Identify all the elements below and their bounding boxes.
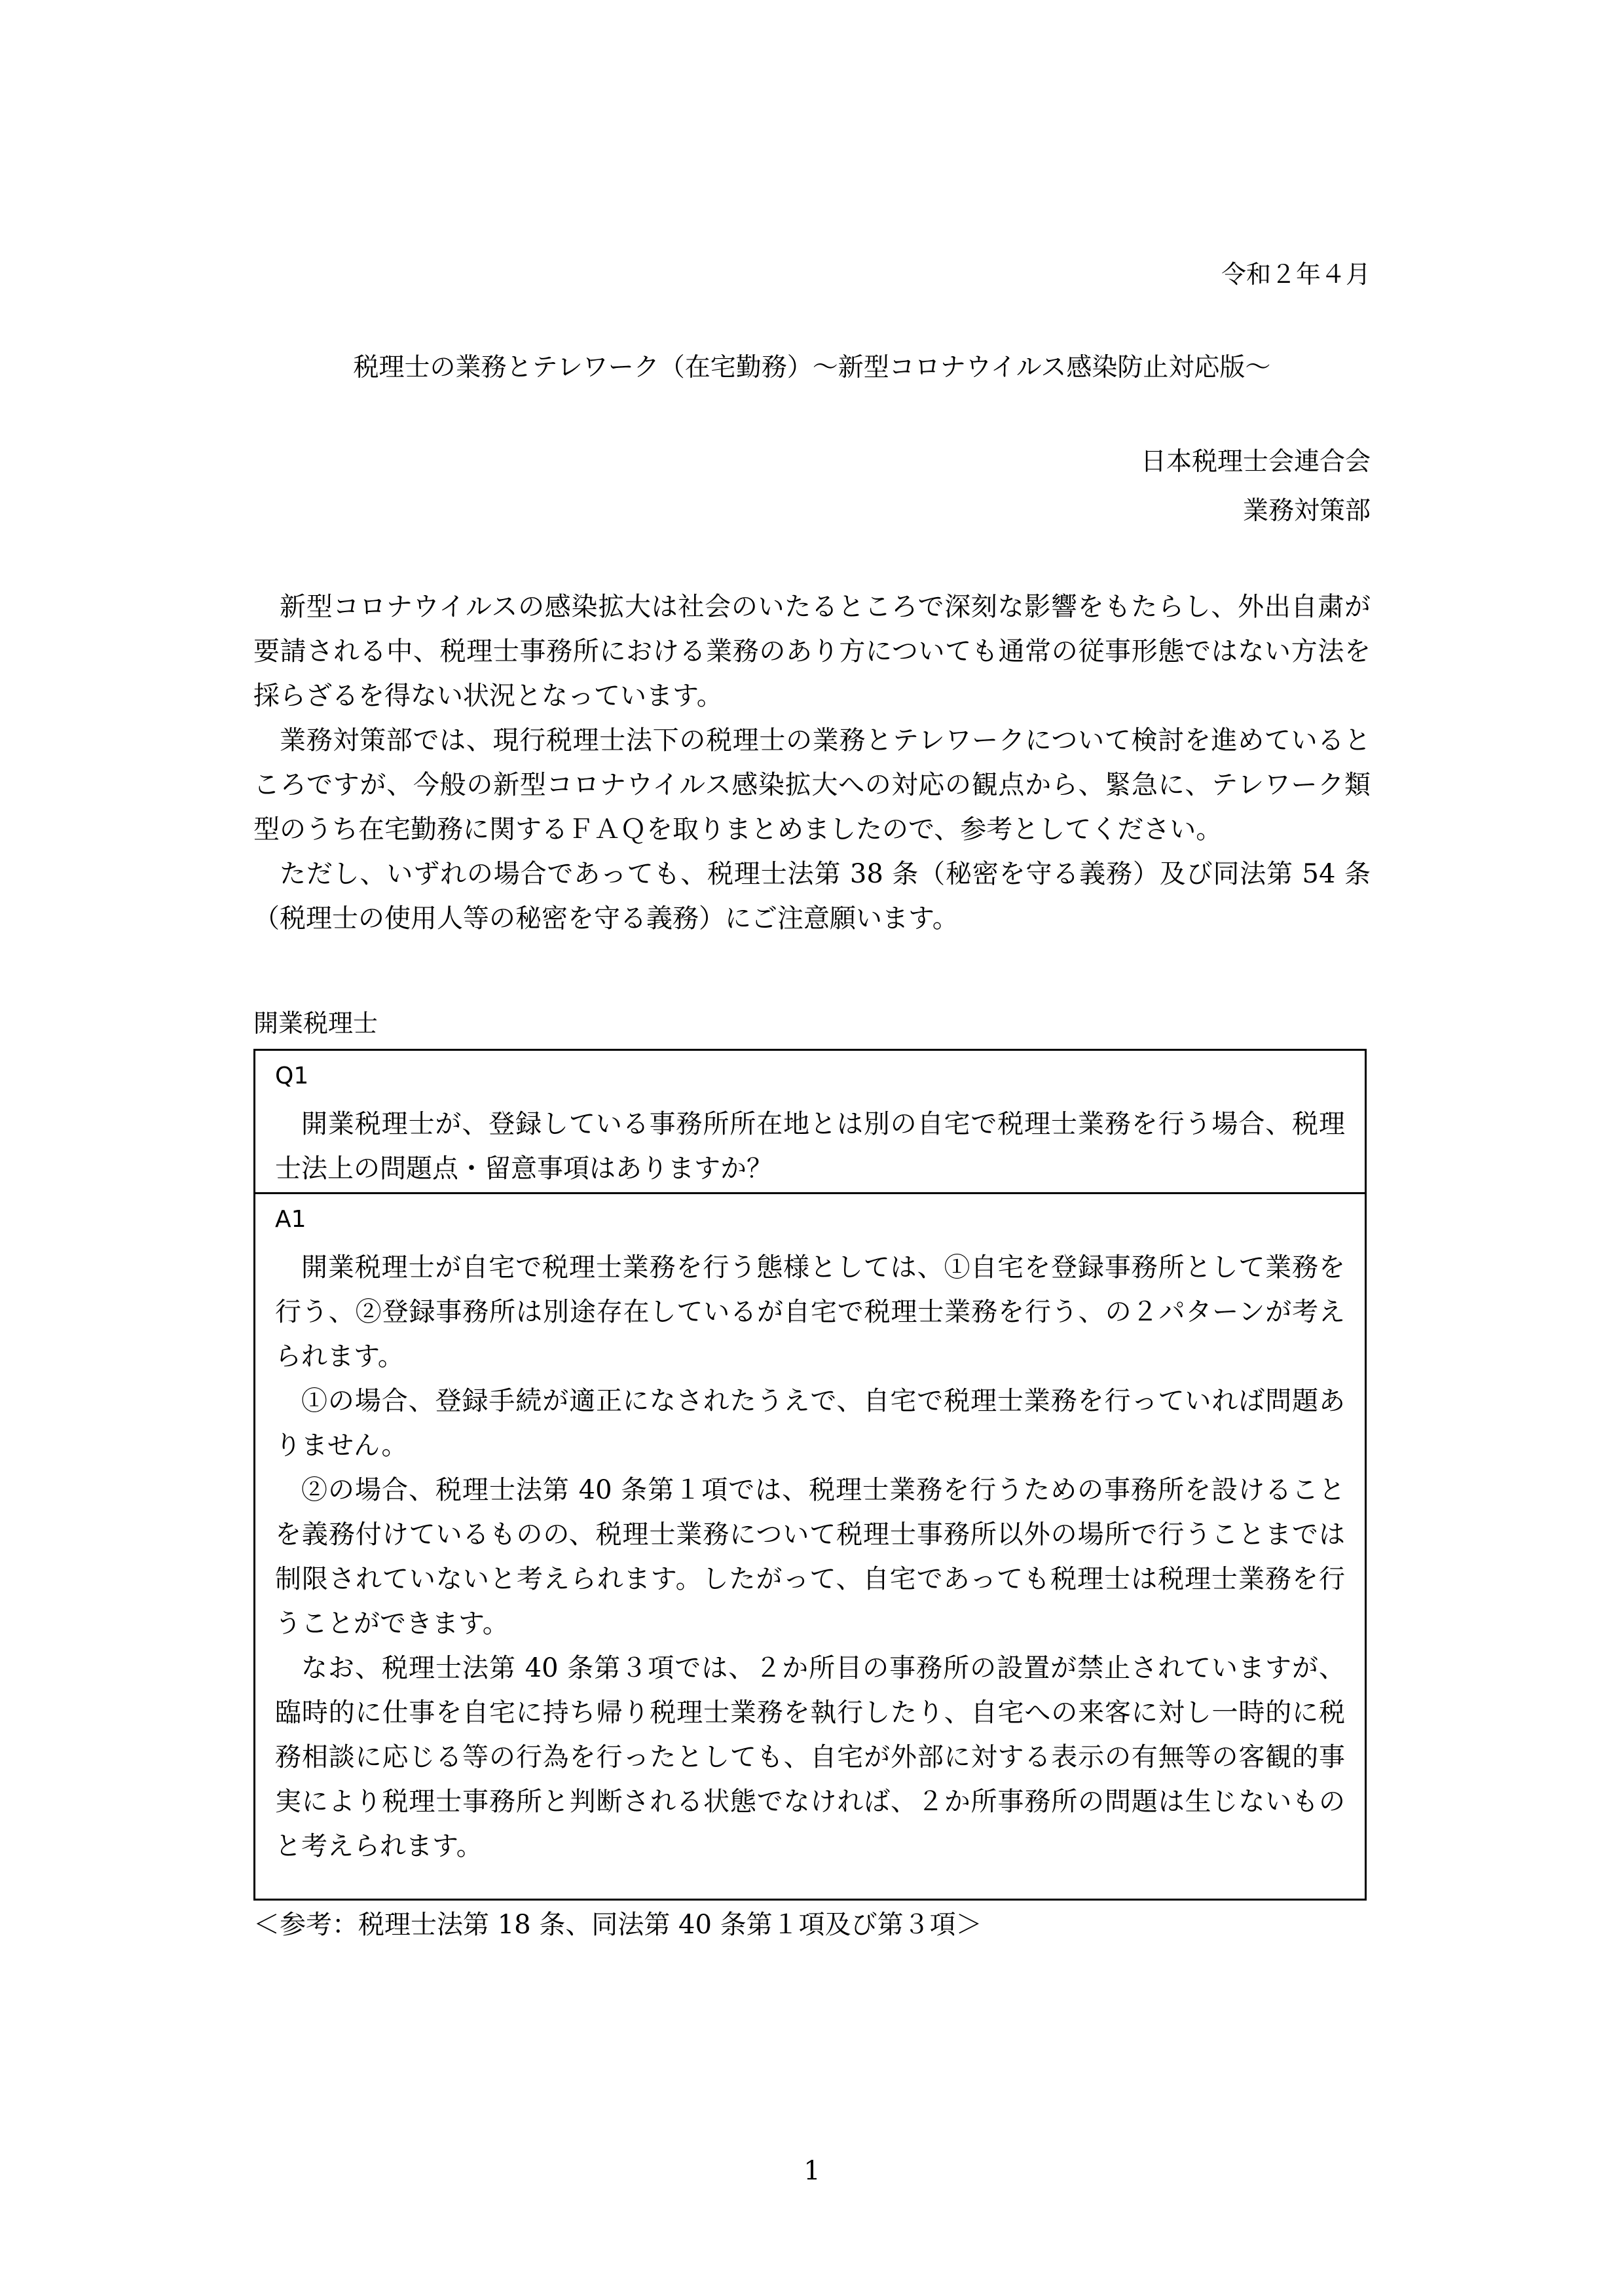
document-date: 令和２年４月 [1221,260,1371,289]
answer-label: A1 [275,1206,306,1233]
intro-paragraph-2: 業務対策部では、現行税理士法下の税理士の業務とテレワークについて検討を進めているところですが、今般の新型コロナウイルス感染拡大への対応の観点から、緊急に、テレワーク類型のうち在宅勤務に関するＦＡＱを取りまとめましたので、参考としてください。 [253,725,1371,845]
page-number: 1 [803,2156,821,2186]
question-label: Q1 [275,1063,309,1089]
answer-text-block [275,1245,1345,1868]
faq-box [253,1049,1367,1901]
question-cell [255,1051,1365,1194]
intro-paragraph-1: 新型コロナウイルスの感染拡大は社会のいたるところで深刻な影響をもたらし、外出自粛が要請される中、税理士事務所における業務のあり方についても通常の従事形態ではない方法を採らざるを得ない状況となっています。 [253,592,1371,711]
intro-section [253,585,1371,941]
organization-name: 日本税理士会連合会 [1140,447,1371,477]
intro-paragraph-3: ただし、いずれの場合であっても、税理士法第 38 条（秘密を守る義務）及び同法第 54 条（税理士の使用人等の秘密を守る義務）にご注意願います。 [253,859,1371,934]
answer-paragraph-2: ①の場合、登録手続が適正になされたうえで、自宅で税理士業務を行っていれば問題ありません。 [275,1386,1345,1461]
question-text: 開業税理士が、登録している事務所所在地とは別の自宅で税理士業務を行う場合、税理士法上の問題点・留意事項はありますか？ [275,1109,1345,1184]
answer-cell [255,1194,1365,1899]
document-title: 税理士の業務とテレワーク（在宅勤務）～新型コロナウイルス感染防止対応版～ [353,353,1271,382]
reference-note: ＜参考：税理士法第 18 条、同法第 40 条第１項及び第３項＞ [253,1910,982,1940]
section-heading: 開業税理士 [253,1009,378,1038]
question-text-block [275,1102,1345,1191]
answer-paragraph-3: ②の場合、税理士法第 40 条第１項では、税理士業務を行うための事務所を設けることを義務付けているものの、税理士業務について税理士事務所以外の場所で行うことまでは制限されていないと考えられます。したがって、自宅であっても税理士は税理士業務を行うことができます。 [275,1475,1345,1639]
department-name: 業務対策部 [1242,496,1371,526]
answer-paragraph-1: 開業税理士が自宅で税理士業務を行う態様としては、①自宅を登録事務所として業務を行う、②登録事務所は別途存在しているが自宅で税理士業務を行う、の２パターンが考えられます。 [275,1252,1345,1372]
answer-paragraph-4: なお、税理士法第 40 条第３項では、２か所目の事務所の設置が禁止されていますが、臨時的に仕事を自宅に持ち帰り税理士業務を執行したり、自宅への来客に対し一時的に税務相談に応じる等の行為を行ったとしても、自宅が外部に対する表示の有無等の客観的事実により税理士事務所と判断される状態でなければ、２か所事務所の問題は生じないものと考えられます。 [275,1653,1345,1861]
